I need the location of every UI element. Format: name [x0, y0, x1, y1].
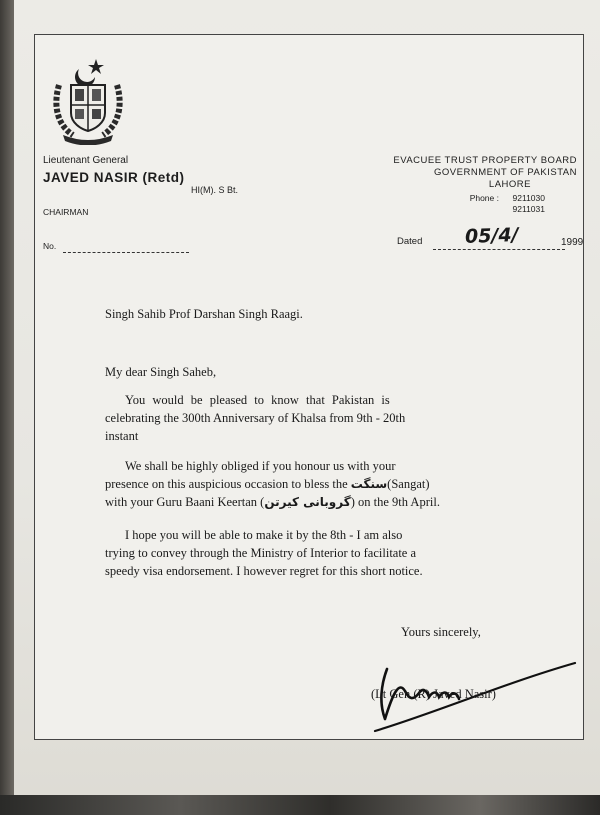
- urdu-phrase-guru-baani-keertan: گروبانی کیرتن: [264, 495, 351, 509]
- reference-line: [63, 252, 189, 253]
- paragraph-1-line-2: celebrating the 300th Anniversary of Khalsa from 9th - 20th: [105, 411, 406, 425]
- date-year: 1999: [561, 237, 584, 248]
- paragraph-2-line-1: We shall be highly obliged if you honour us with your: [125, 459, 396, 473]
- signatory-name: (Lt Gen (R) Javed Nasir): [371, 687, 496, 701]
- paragraph-3-line-1: I hope you will be able to make it by the 8th - I am also: [125, 528, 403, 542]
- book-page-edge: [0, 0, 14, 815]
- sender-name: JAVED NASIR (Retd): [43, 170, 185, 185]
- paragraph-2-line-3: [105, 495, 440, 510]
- paragraph-2-line-2: [105, 477, 430, 492]
- handwritten-date: 05/4/: [464, 224, 519, 248]
- org-name: EVACUEE TRUST PROPERTY BOARD: [393, 155, 577, 166]
- org-city: LAHORE: [488, 179, 531, 190]
- letter: [34, 34, 584, 740]
- urdu-word-sangat: سنگت: [350, 477, 388, 491]
- book-page: [14, 0, 600, 795]
- recipient-name: Singh Sahib Prof Darshan Singh Raagi.: [105, 307, 303, 321]
- org-government: GOVERNMENT OF PAKISTAN: [434, 167, 577, 178]
- photo-strip: [0, 795, 600, 815]
- paragraph-2-line-3-end: ) on the 9th April.: [350, 495, 440, 509]
- paragraph-3-line-3: speedy visa endorsement. I however regret for this short notice.: [105, 564, 423, 578]
- salutation: My dear Singh Saheb,: [105, 365, 217, 379]
- sender-rank: Lieutenant General: [43, 155, 129, 166]
- paragraph-2-line-2-start: presence on this auspicious occasion to bless the: [105, 477, 348, 491]
- sender-honours: HI(M). S Bt.: [191, 185, 238, 195]
- paragraph-2-line-3-start: with your Guru Baani Keertan (: [105, 495, 265, 509]
- dated-line: [433, 249, 565, 250]
- paragraph-1-line-1: You would be pleased to know that Pakistan is: [125, 393, 390, 407]
- handwritten-signature: [335, 633, 585, 733]
- paragraph-1-line-3: instant: [105, 429, 139, 443]
- phone-label: Phone :: [469, 193, 499, 203]
- phone-number-2: 9211031: [512, 204, 545, 214]
- phone-number-1: 9211030: [512, 193, 545, 203]
- paragraph-3-line-2: trying to convey through the Ministry of Interior to facilitate a: [105, 546, 417, 560]
- paragraph-2-line-2-end: (Sangat): [387, 477, 430, 491]
- sender-position: CHAIRMAN: [43, 207, 89, 217]
- state-emblem-icon: [49, 55, 127, 145]
- closing: Yours sincerely,: [401, 625, 481, 639]
- dated-label: Dated: [397, 236, 423, 247]
- reference-label: No.: [43, 241, 57, 251]
